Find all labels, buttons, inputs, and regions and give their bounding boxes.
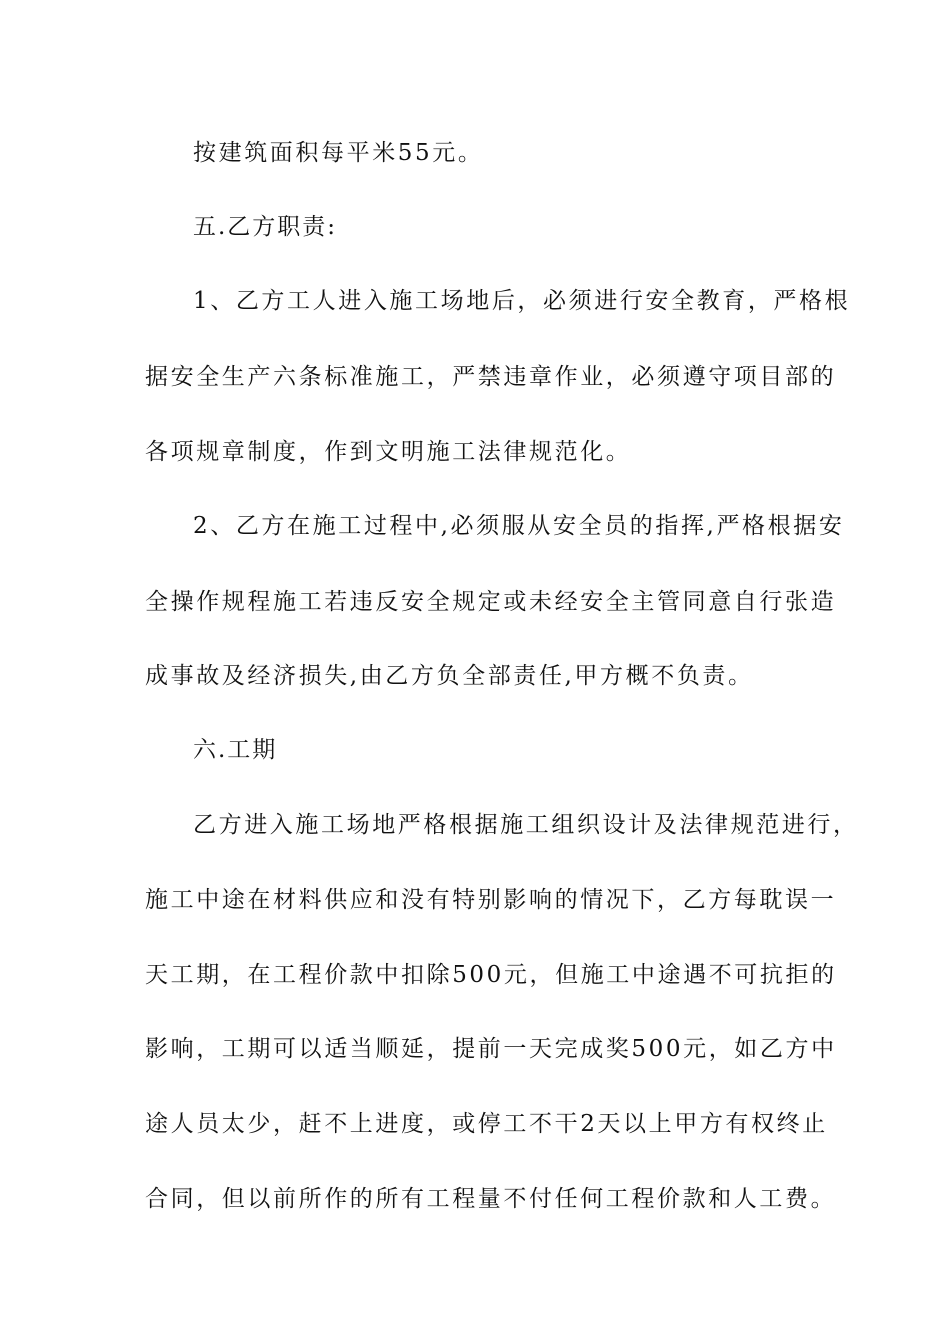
paragraph-line: 天工期，在工程价款中扣除500元，但施工中途遇不可抗拒的 <box>145 962 837 988</box>
paragraph-line: 影响，工期可以适当顺延，提前一天完成奖500元，如乙方中 <box>145 1036 837 1062</box>
paragraph-line: 据安全生产六条标准施工，严禁违章作业，必须遵守项目部的 <box>145 364 837 390</box>
paragraph-line: 合同，但以前所作的所有工程量不付任何工程价款和人工费。 <box>145 1186 837 1212</box>
section-heading-6: 六.工期 <box>193 737 278 763</box>
paragraph-line: 施工中途在材料供应和没有特别影响的情况下，乙方每耽误一 <box>145 887 837 913</box>
paragraph-line: 各项规章制度，作到文明施工法律规范化。 <box>145 439 632 465</box>
section-heading-5: 五.乙方职责: <box>193 214 338 240</box>
paragraph-line: 2、乙方在施工过程中,必须服从安全员的指挥,严格根据安 <box>193 513 845 539</box>
paragraph-line: 按建筑面积每平米55元。 <box>193 140 484 166</box>
paragraph-line: 途人员太少，赶不上进度，或停工不干2天以上甲方有权终止 <box>145 1111 828 1137</box>
paragraph-line: 全操作规程施工若违反安全规定或未经安全主管同意自行张造 <box>145 589 837 615</box>
paragraph-line: 乙方进入施工场地严格根据施工组织设计及法律规范进行， <box>193 812 859 838</box>
paragraph-line: 1、乙方工人进入施工场地后，必须进行安全教育，严格根 <box>193 288 851 314</box>
paragraph-line: 成事故及经济损失,由乙方负全部责任,甲方概不负责。 <box>145 663 754 689</box>
